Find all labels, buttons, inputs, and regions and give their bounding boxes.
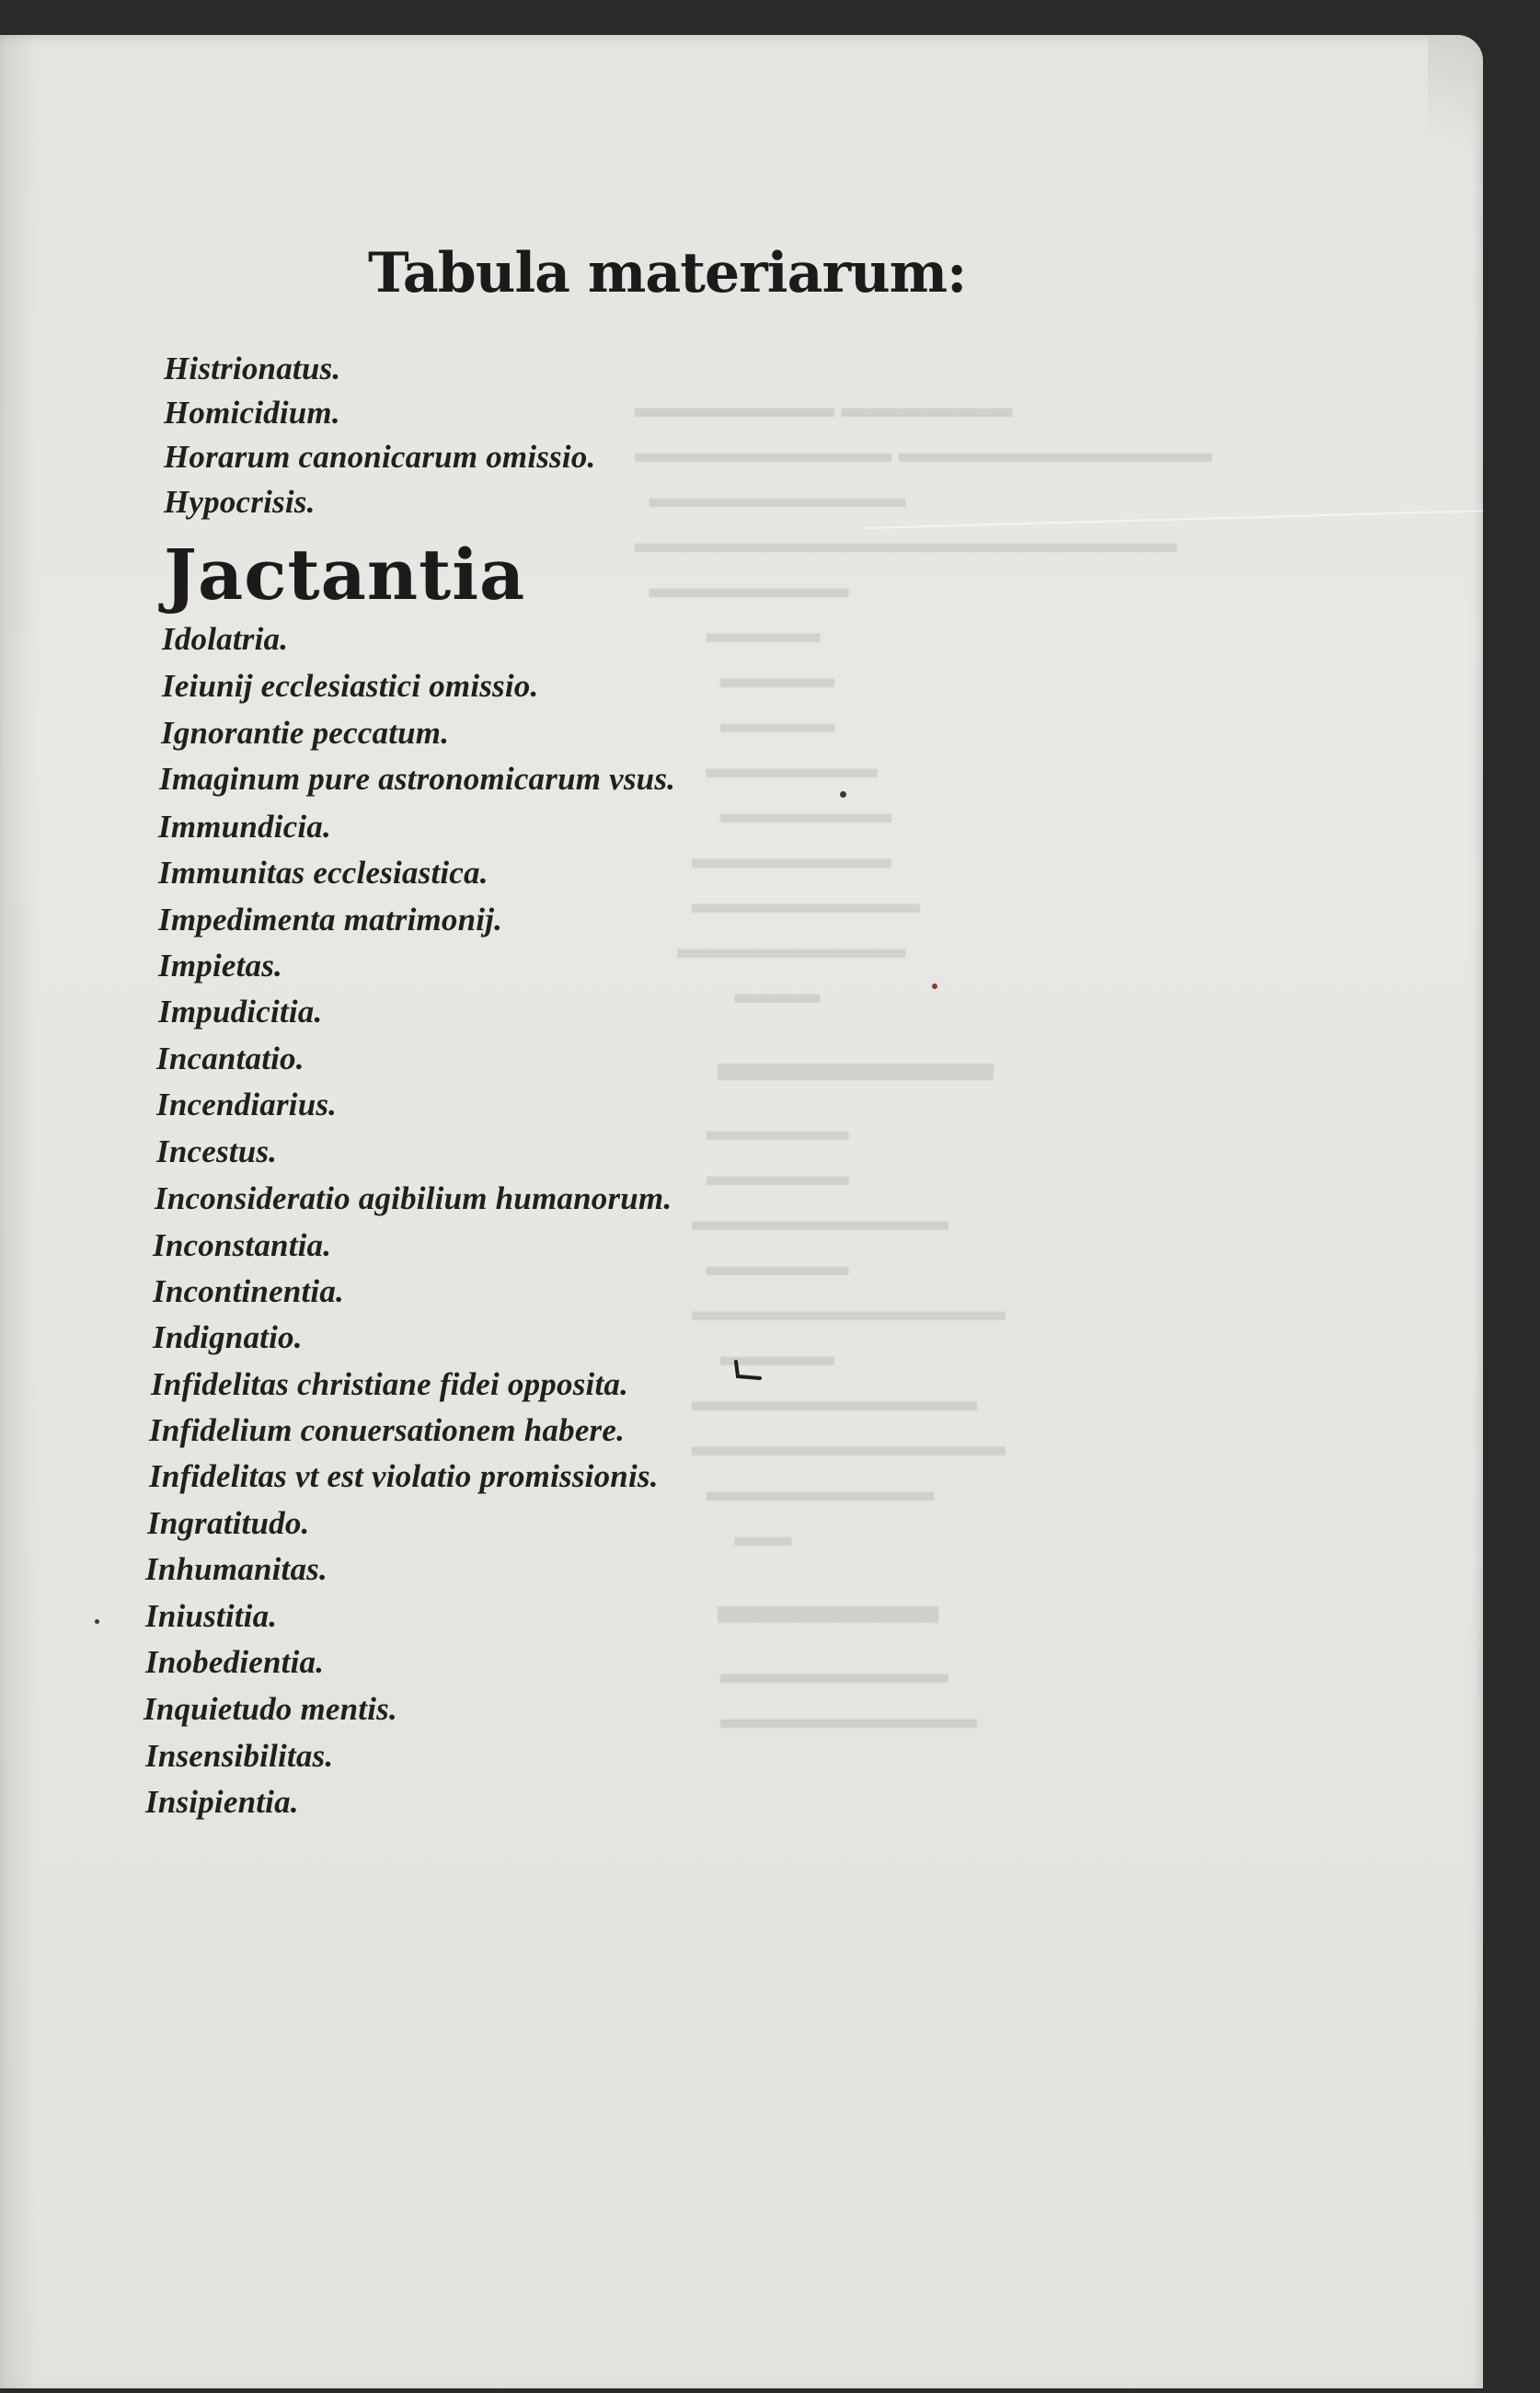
index-entry: Incestus.: [156, 1133, 278, 1169]
index-entry: Iniustitia.: [145, 1598, 278, 1634]
index-entry: Insensibilitas.: [145, 1738, 334, 1774]
index-entry: Inhumanitas.: [145, 1551, 328, 1587]
page-title: Tabula materiarum:: [368, 241, 967, 305]
index-entry: Infidelitas christiane fidei opposita.: [151, 1366, 629, 1402]
show-through-text: ▬▬▬▬▬▬▬ ▬▬▬▬▬▬ ▬▬▬▬▬▬▬▬▬ ▬▬▬▬▬▬▬▬▬▬▬ ▬▬▬▬▬▬▬▬▬ ▬▬▬▬▬▬▬▬▬▬▬▬▬▬▬▬▬▬▬ ▬▬▬▬▬▬▬ ▬▬▬▬ ▬▬▬▬ ▬▬▬▬ ▬▬▬▬▬▬ ▬▬▬▬▬▬ ▬▬▬▬▬▬▬ ▬▬▬▬▬▬▬▬ ▬▬▬▬▬▬▬▬ ▬▬▬ ▬▬▬▬▬ ▬▬▬▬▬ ▬▬▬▬▬ ▬▬▬▬▬▬▬▬▬ ▬▬▬▬▬ ▬▬▬▬▬▬▬▬▬▬▬ ▬▬▬▬ ▬▬▬▬▬▬▬▬▬▬ ▬▬▬▬▬▬▬▬▬▬▬ ▬▬▬▬▬▬▬▬ ▬▬ ▬▬▬▬ ▬▬▬▬▬▬▬▬ ▬▬▬▬▬▬▬▬▬: [635, 391, 1212, 1734]
ink-speck: [95, 1619, 99, 1624]
ink-speck: [840, 791, 846, 798]
index-entry: Inquietudo mentis.: [144, 1691, 397, 1727]
index-entry: Homicidium.: [164, 395, 340, 431]
section-heading: Jactantia: [164, 534, 526, 616]
index-entry: Inconsideratio agibilium humanorum.: [155, 1180, 672, 1216]
index-entry: Indignatio.: [153, 1319, 303, 1355]
index-entry: Histrionatus.: [164, 351, 341, 386]
index-entry: Incontinentia.: [153, 1273, 344, 1309]
index-entry: Immundicia.: [158, 809, 331, 845]
index-entry: Ingratitudo.: [147, 1505, 310, 1541]
index-entry: Inconstantia.: [153, 1227, 332, 1263]
index-entry: Hypocrisis.: [164, 484, 316, 520]
index-entry: Impudicitia.: [158, 994, 323, 1030]
index-entry: Insipientia.: [145, 1784, 299, 1820]
index-entry: Impietas.: [158, 948, 282, 984]
index-entry: Incantatio.: [156, 1041, 305, 1076]
index-entry: Imaginum pure astronomicarum vsus.: [159, 761, 676, 797]
index-entry: Impedimenta matrimonij.: [158, 902, 503, 938]
index-entry: Ieiunij ecclesiastici omissio.: [162, 668, 539, 704]
ink-speck: [932, 984, 937, 989]
index-entry: Infidelium conuersationem habere.: [149, 1412, 626, 1448]
index-entry: Infidelitas vt est violatio promissionis.: [149, 1458, 659, 1494]
index-entry: Idolatria.: [162, 621, 289, 657]
index-entry: Horarum canonicarum omissio.: [164, 439, 596, 475]
index-entry: Incendiarius.: [156, 1087, 338, 1122]
ink-mark-icon: [732, 1360, 764, 1384]
index-entry: Ignorantie peccatum.: [161, 715, 450, 751]
index-entry: Immunitas ecclesiastica.: [158, 855, 488, 891]
index-entry: Inobedientia.: [145, 1644, 325, 1680]
